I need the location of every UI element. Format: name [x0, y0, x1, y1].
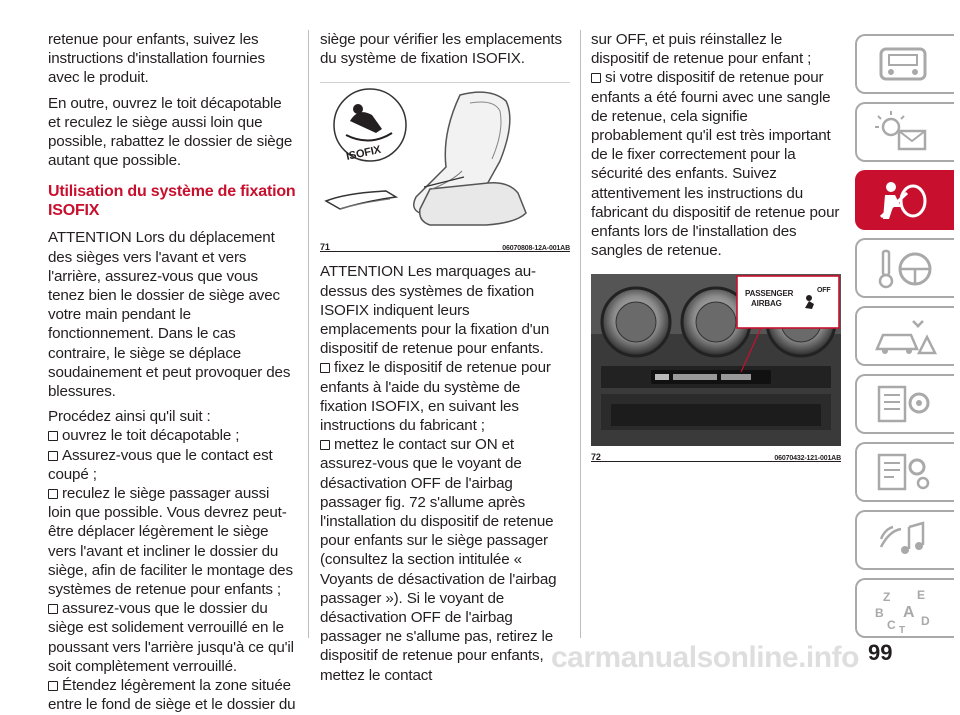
checkbox-bullet-icon — [48, 681, 58, 691]
isofix-seat-illustration — [320, 83, 570, 238]
checkbox-bullet-icon — [320, 440, 330, 450]
column-divider — [580, 30, 581, 638]
svg-text:Z: Z — [883, 590, 891, 604]
watermark: carmanualsonline.info — [551, 641, 859, 674]
list-item: Assurez-vous que le contact est coupé ; — [48, 446, 273, 483]
multimedia-icon — [869, 517, 939, 565]
checkbox-bullet-icon — [591, 73, 601, 83]
nav-tab-warnings[interactable] — [855, 102, 954, 162]
figure-caption — [591, 448, 841, 462]
paragraph: retenue pour enfants, suivez les instructions d'installation fournies avec le produit. — [48, 31, 265, 87]
text-column-1 — [48, 30, 296, 715]
list-item: fixez le dispositif de retenue pour enfants à l'aide du système de fixation ISOFIX, en suivant les instructions du fabricant ; — [320, 359, 551, 435]
nav-tab-maintenance[interactable] — [855, 374, 954, 434]
checkbox-bullet-icon — [48, 604, 58, 614]
svg-text:C: C — [887, 618, 896, 632]
list-item: reculez le siège passager aussi loin que possible. Vous devrez peut-être déplacer légèrement le siège vers l'avant et incliner le dossier du siège, afin de faciliter le montage des systèmes de retenue pour enfants ; — [48, 485, 293, 599]
list-item: ouvrez le toit décapotable ; — [48, 426, 296, 445]
warning-paragraph: ATTENTION Les marquages au-dessus des systèmes de fixation ISOFIX indiquent leurs emplacements pour la fixation d'un dispositif de retenue pour enfants. — [320, 263, 550, 358]
warning-lights-icon — [869, 109, 939, 157]
nav-tab-index[interactable] — [855, 578, 954, 638]
nav-tab-multimedia[interactable] — [855, 510, 954, 570]
passenger-airbag-off-photo — [591, 274, 841, 446]
passenger-label: PASSENGER — [745, 289, 794, 299]
car-breakdown-icon — [869, 313, 939, 361]
key-steering-icon — [869, 245, 939, 293]
checkbox-bullet-icon — [48, 451, 58, 461]
svg-text:T: T — [899, 625, 906, 636]
checkbox-bullet-icon — [48, 431, 58, 441]
nav-tab-emergency[interactable] — [855, 306, 954, 366]
figure-72-dashboard-photo — [591, 274, 841, 462]
airbag-safety-icon — [869, 177, 939, 225]
list-item: mettez le contact sur ON et assurez-vous que le voyant de désactivation OFF de l'airbag passager fig. 72 s'allume après l'installation du dispositif de retenue pour enfants sur le siège passager (consultez la section intitulée « Voyants de désactivation de l'airbag passager »). Si le voyant de désactivation OFF de l'airbag passager ne s'allume pas, retirez le dispositif de retenue pour enfants, mettez le contact — [320, 436, 557, 684]
checkbox-bullet-icon — [48, 489, 58, 499]
svg-text:D: D — [921, 614, 930, 628]
column-divider — [308, 30, 309, 638]
figure-caption — [320, 238, 570, 252]
warning-paragraph: ATTENTION Lors du déplacement des sièges vers l'avant et vers l'arrière, assurez-vous que vous tenez bien le dossier de siège avec votre main pendant le fonctionnement. Dans le cas contraire, le siège se déplace soudainement et peut provoquer des blessures. — [48, 229, 291, 401]
list-item: Étendez légèrement la zone située entre le fond de siège et le dossier du — [48, 677, 296, 714]
svg-text:A: A — [903, 604, 915, 621]
index-icon — [869, 585, 939, 636]
page-number: 99 — [868, 640, 893, 665]
nav-tab-safety[interactable] — [855, 170, 954, 230]
paragraph: siège pour vérifier les emplacements du système de fixation ISOFIX. — [320, 31, 562, 68]
figure-number: 71 — [320, 242, 330, 253]
checkbox-bullet-icon — [320, 363, 330, 373]
text-column-2 — [320, 30, 570, 685]
airbag-label: AIRBAG — [751, 299, 782, 309]
car-icon — [869, 41, 939, 89]
figure-71-isofix-seat — [320, 82, 570, 252]
nav-tab-starting[interactable] — [855, 238, 954, 298]
list-item: assurez-vous que le dossier du siège est solidement verrouillé en le poussant vers l'arrière jusqu'à ce qu'il soit complètement verrouillé. — [48, 600, 294, 675]
off-label: OFF — [817, 287, 831, 295]
section-heading: Utilisation du système de fixation ISOFIX — [48, 183, 296, 220]
paragraph: sur OFF, et puis réinstallez le dispositif de retenue pour enfant ; — [591, 31, 812, 68]
maintenance-icon — [869, 381, 939, 429]
figure-code: 06070432-121-001AB — [774, 455, 841, 463]
svg-text:E: E — [917, 588, 926, 602]
svg-text:B: B — [875, 606, 884, 620]
tech-data-icon — [869, 449, 939, 497]
figure-number: 72 — [591, 452, 601, 463]
list-item: si votre dispositif de retenue pour enfants a été fourni avec une sangle de retenue, cela signifie probablement qu'il est très important de le fixer correctement pour la sécurité des enfants. Suivez attentivement les instructions du fabricant du dispositif de retenue pour enfants lors de l'installation des sangles de retenue. — [591, 69, 840, 260]
isofix-badge-label: ISOFIX — [345, 144, 382, 164]
nav-tab-car[interactable] — [855, 34, 954, 94]
nav-tab-technical-data[interactable] — [855, 442, 954, 502]
text-column-3 — [591, 30, 841, 462]
figure-code: 06070808-12A-001AB — [502, 245, 570, 253]
paragraph: En outre, ouvrez le toit décapotable et reculez le siège aussi loin que possible, rabattez le dossier de siège autant que possible. — [48, 94, 293, 170]
paragraph: Procédez ainsi qu'il suit : — [48, 408, 211, 426]
